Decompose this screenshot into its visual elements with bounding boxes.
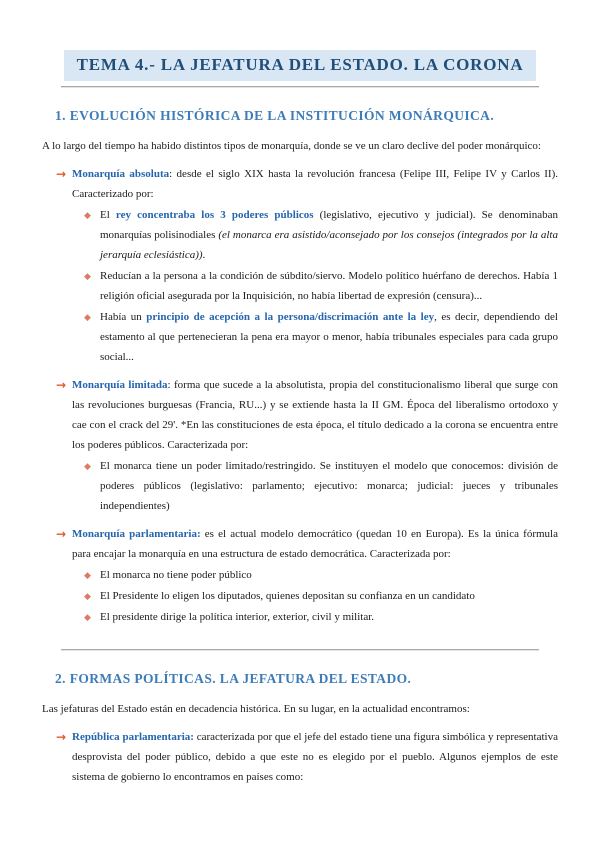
diamond-bullet-icon: ◆ — [84, 313, 91, 323]
sub-list-item — [42, 586, 558, 606]
sub-list-item-text: El monarca tiene un poder limitado/restringido. Se instituyen el modelo que conocemos: división de poderes públicos (legislativo: parlamento; ejecutivo: monarca; judicial: jueces y tribunales independientes) — [100, 460, 558, 512]
arrow-bullet-icon: → — [56, 378, 67, 392]
list-item-monarquia-parlamentaria — [42, 524, 558, 564]
arrow-bullet-icon: → — [56, 730, 67, 744]
diamond-bullet-icon: ◆ — [84, 272, 91, 282]
sub-list-item — [42, 565, 558, 585]
diamond-bullet-icon: ◆ — [84, 211, 91, 221]
list-item-monarquia-limitada — [42, 375, 558, 455]
sub-list-item-text: Había un principio de acepción a la persona/discrimación ante la ley, es decir, dependiendo del estamento al que pertenecieran la pena era mayor o menor, había tribunales especiales para cada grupo social... — [100, 311, 558, 363]
list-item-republica-parlamentaria — [42, 727, 558, 787]
diamond-bullet-icon: ◆ — [84, 613, 91, 623]
arrow-bullet-icon: → — [56, 527, 67, 541]
sub-list-item-text: Reducían a la persona a la condición de súbdito/siervo. Modelo político huérfano de derechos. Había 1 religión oficial asegurada por la Inquisición, no había libertad de expresión (censura)... — [100, 270, 558, 302]
sub-list-item — [42, 456, 558, 516]
sub-list-item — [42, 307, 558, 367]
horizontal-divider — [61, 86, 539, 88]
title-row — [42, 50, 558, 81]
section-1-intro: A lo largo del tiempo ha habido distintos tipos de monarquía, donde se ve un claro declive del poder monárquico: — [42, 140, 541, 152]
diamond-bullet-icon: ◆ — [84, 571, 91, 581]
sub-list-item — [42, 205, 558, 265]
sub-list-item-text: El monarca no tiene poder público — [100, 569, 252, 581]
list-item-text: Monarquía parlamentaria: es el actual modelo democrático (quedan 10 en Europa). Es la única fórmula para encajar la monarquía en una estructura de estado democrática. Caracterizada por: — [72, 528, 558, 560]
section-2-heading: 2. FORMAS POLÍTICAS. LA JEFATURA DEL ESTADO. — [55, 671, 412, 686]
section-2-intro: Las jefaturas del Estado están en decadencia histórica. En su lugar, en la actualidad encontramos: — [42, 703, 470, 715]
section-1-heading: 1. EVOLUCIÓN HISTÓRICA DE LA INSTITUCIÓN MONÁRQUICA. — [55, 108, 495, 123]
sub-list-item — [42, 266, 558, 306]
list-item-text: Monarquía absoluta: desde el siglo XIX hasta la revolución francesa (Felipe III, Felipe IV y Carlos II). Caracterizado por: — [72, 168, 558, 200]
sub-list-item — [42, 607, 558, 627]
diamond-bullet-icon: ◆ — [84, 592, 91, 602]
sub-list-item-text: El presidente dirige la política interior, exterior, civil y militar. — [100, 611, 375, 623]
sub-list-item-text: El rey concentraba los 3 poderes públicos (legislativo, ejecutivo y judicial). Se denominaban monarquías polisinodiales (el monarca era asistido/aconsejado por los consejos (integrados por la alta jerarquía eclesiástica)). — [100, 209, 559, 261]
list-item-text: Monarquía limitada: forma que sucede a la absolutista, propia del constitucionalismo liberal que surge con las revoluciones burguesas (Francia, RU...) y se extiende hasta la II GM. Época del liberalismo ortodoxo y cae con el crack del 29'. *En las constituciones de esta época, el título dedicado a la corona se encuentra entre los poderes públicos. Caracterizada por: — [72, 379, 558, 451]
arrow-bullet-icon: → — [56, 167, 67, 181]
document-title: TEMA 4.- LA JEFATURA DEL ESTADO. LA CORONA — [64, 50, 537, 81]
diamond-bullet-icon: ◆ — [84, 462, 91, 472]
horizontal-divider — [61, 649, 539, 651]
list-item-monarquia-absoluta — [42, 164, 558, 204]
sub-list-item-text: El Presidente lo eligen los diputados, quienes depositan su confianza en un candidato — [100, 590, 475, 602]
list-item-text: República parlamentaria: caracterizada por que el jefe del estado tiene una figura simbólica y representativa desprovista del poder público, debido a que este no es elegido por el pueblo. Algunos ejemplos de este sistema de gobierno lo encontramos en países como: — [72, 731, 558, 783]
